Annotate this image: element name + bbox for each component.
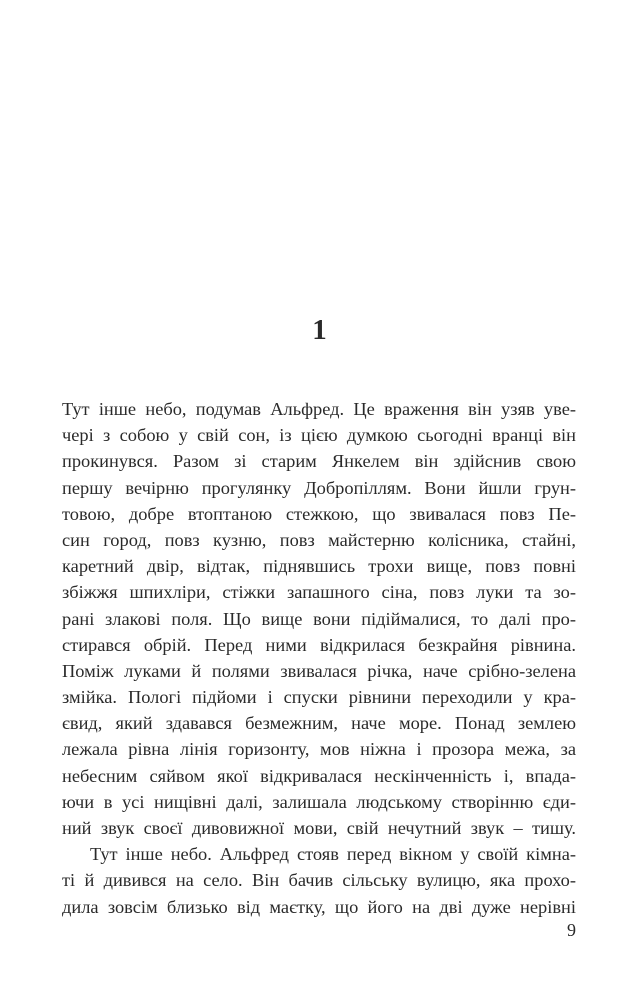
text-line: каретний двір, відтак, піднявшись трохи вище, повз повні <box>62 556 576 577</box>
text-line: Тут інше небо. Альфред стояв перед вікном у своїй кімна- <box>90 844 576 865</box>
text-line: Поміж луками й полями звивалася річка, наче срібно-зелена <box>62 660 576 681</box>
text-line: ний звук своєї дивовижної мови, свій нечутний звук – тишу. <box>62 818 576 838</box>
text-line: небесним сяйвом якої відкривалася нескінченність і, впада- <box>62 765 576 786</box>
text-line: євид, який здавався безмежним, наче море. Понад землею <box>62 713 576 734</box>
text-line: змійка. Пологі підйоми і спуски рівнини переходили у кра- <box>62 687 576 708</box>
chapter-number: 1 <box>312 314 327 346</box>
text-line: лежала рівна лінія горизонту, мов ніжна і прозора межа, за <box>62 739 576 760</box>
paragraph-1 <box>62 396 576 841</box>
text-line: ті й дивився на село. Він бачив сільську вулицю, яка прохо- <box>62 870 576 891</box>
text-line: Тут інше небо, подумав Альфред. Це враження він узяв уве- <box>62 399 576 419</box>
paragraph-2 <box>62 841 576 920</box>
text-line: стирався обрій. Перед ними відкрилася безкрайня рівнина. <box>62 634 576 655</box>
text-line: першу вечірню прогулянку Добропіллям. Вони йшли грун- <box>62 477 576 498</box>
page-body-text <box>62 396 576 920</box>
text-line: ючи в усі нищівні далі, залишала людському створінню єди- <box>62 791 576 812</box>
text-line: рані злакові поля. Що вище вони підіймалися, то далі про- <box>62 608 576 629</box>
text-line: товою, добре втоптаною стежкою, що звивалася повз Пе- <box>62 503 576 524</box>
page-number: 9 <box>567 920 576 940</box>
text-line: дила зовсім близько від маєтку, що його на дві дуже нерівні <box>62 896 576 917</box>
text-line: прокинувся. Разом зі старим Янкелем він здійснив свою <box>62 451 576 472</box>
text-line: збіжжя шпихліри, стіжки запашного сіна, повз луки та зо- <box>62 582 576 603</box>
text-line: чері з собою у свій сон, із цією думкою сьогодні вранці він <box>62 425 576 446</box>
text-line: син город, повз кузню, повз майстерню колісника, стайні, <box>62 529 576 550</box>
